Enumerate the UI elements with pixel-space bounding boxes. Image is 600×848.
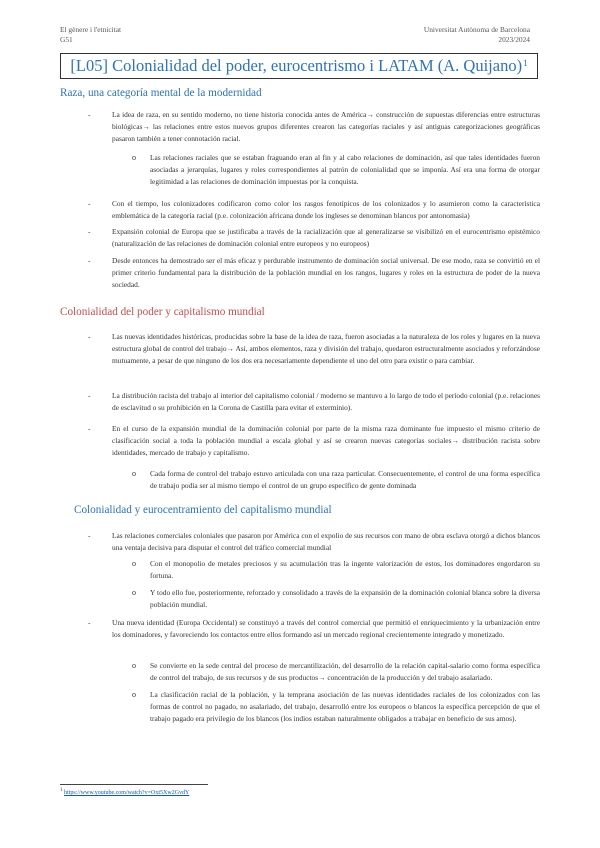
paragraph: La distribución racista del trabajo al interior del capitalismo colonial / moderno se mantuvo a lo largo de todo el período colonial (p.e. relaciones de esclavitud o su prohibición en la Corona de Castilla para evitar el exterminio). bbox=[112, 391, 540, 412]
paragraph: Las nuevas identidades históricas, producidas sobre la base de la idea de raza, fueron asociadas a la naturaleza de los roles y lugares en la nueva estructura global de control del trabajo→ Así, ambos elementos, raza y división del trabajo, quedaron estructuralmente asociados y reforzándose mutuamente, a pesar de que ninguno de los dos era necesariamente dependiente el uno del otro para existir o para cambiar. bbox=[112, 332, 540, 365]
footnote-number: 1 bbox=[60, 788, 63, 793]
paragraph: Cada forma de control del trabajo estuvo articulada con una raza particular. Consecuentemente, el control de una forma específica de trabajo podía ser al mismo tiempo el control de un grupo específico de gente dominada bbox=[150, 469, 540, 490]
section-heading-eurocentramiento: Colonialidad y eurocentramiento del capitalismo mundial bbox=[74, 504, 332, 516]
page-title bbox=[60, 53, 538, 79]
footnote bbox=[60, 788, 189, 796]
page-title-text: [L05] Colonialidad del poder, eurocentrismo i LATAM (A. Quijano) bbox=[70, 56, 523, 75]
section-heading-raza: Raza, una categoría mental de la modernidad bbox=[60, 87, 262, 99]
university-name: Universitat Autònoma de Barcelona bbox=[423, 25, 530, 34]
page-header-right bbox=[424, 25, 530, 45]
dash-bullet: - bbox=[88, 199, 91, 208]
paragraph: Se convierte en la sede central del proceso de mercantilización, del desarrollo de la relación capital-salario como forma específica de control del trabajo, de sus recursos y de sus productos→ concentración de la producción y del trabajo asalariado. bbox=[150, 661, 540, 682]
section-heading-colonialidad-poder: Colonialidad del poder y capitalismo mundial bbox=[60, 306, 265, 318]
academic-year: 2023/2024 bbox=[498, 35, 530, 44]
paragraph: Las relaciones comerciales coloniales que pasaron por América con el expolio de sus recursos con mano de obra esclava otorgó a dichos blancos una ventaja decisiva para disputar el control del tráfico comercial mundial bbox=[112, 531, 540, 552]
dash-bullet: - bbox=[88, 531, 91, 540]
dash-bullet: - bbox=[88, 110, 91, 119]
paragraph: Las relaciones raciales que se estaban fraguando eran al fin y al cabo relaciones de dominación, así que tales identidades fueron asociadas a jerarquías, lugares y roles correspondientes al patrón de colonialidad que se imponía. Así era una forma de otorgar legitimidad a las relaciones de dominación impuestas por la conquista. bbox=[150, 153, 540, 186]
course-name: El gènere i l'etnicitat bbox=[60, 25, 122, 34]
circle-bullet: o bbox=[132, 469, 136, 478]
circle-bullet: o bbox=[132, 588, 136, 597]
footnote-ref[interactable]: 1 bbox=[523, 58, 528, 68]
dash-bullet: - bbox=[88, 424, 91, 433]
dash-bullet: - bbox=[88, 227, 91, 236]
dash-bullet: - bbox=[88, 391, 91, 400]
page-header-left bbox=[60, 25, 121, 45]
paragraph: Con el monopolio de metales preciosos y su acumulación tras la ingente valorización de estos, los dominadores engordaron su fortuna. bbox=[150, 559, 540, 580]
paragraph: La idea de raza, en su sentido moderno, no tiene historia conocida antes de América→ construcción de supuestas diferencias entre estructuras biológicas→ las relaciones entre estos nuevos grupos diferentes crearon las categorías raciales y así antiguas categorizaciones geográficas pasaron también a tener connotación racial. bbox=[112, 110, 540, 143]
circle-bullet: o bbox=[132, 690, 136, 699]
paragraph: La clasificación racial de la población, y la temprana asociación de las nuevas identidades raciales de los colonizados con las formas de control no pagado, no asalariado, del trabajo, desarrolló entre los europeos o blancos la específica percepción de que el trabajo pagado era privilegio de los blancos (los indios estaban naturalmente obligados a trabajar en beneficio de sus amos). bbox=[150, 690, 540, 723]
paragraph: Una nueva identidad (Europa Occidental) se constituyó a través del control comercial que permitió el enriquecimiento y la urbanización entre los dominadores, y favoreciendo los contactos entre ellos formando así un mercado regional crecientemente integrado y monetizado. bbox=[112, 618, 540, 639]
circle-bullet: o bbox=[132, 153, 136, 162]
dash-bullet: - bbox=[88, 618, 91, 627]
footnote-link[interactable]: https://www.youtube.com/watch?v=Oxt5Xw2GvdY bbox=[64, 790, 190, 796]
group-code: G51 bbox=[60, 35, 73, 44]
circle-bullet: o bbox=[132, 559, 136, 568]
dash-bullet: - bbox=[88, 332, 91, 341]
footnote-divider bbox=[60, 784, 208, 785]
dash-bullet: - bbox=[88, 256, 91, 265]
paragraph: Expansión colonial de Europa que se justificaba a través de la racialización que al generalizarse se visibilizó en el eurocentrismo epistémico (naturalización de las relaciones de dominación colonial entre europeos y no europeos) bbox=[112, 227, 540, 248]
paragraph: Y todo ello fue, posteriormente, reforzado y consolidado a través de la expansión de la dominación colonial blanca sobre la diversa población mundial. bbox=[150, 588, 540, 609]
circle-bullet: o bbox=[132, 661, 136, 670]
paragraph: En el curso de la expansión mundial de la dominación colonial por parte de la misma raza dominante fue impuesto el mismo criterio de clasificación social a toda la población mundial a escala global y así se crearon nuevas categorías sociales→ distribución racista sobre identidades, mercado de trabajo y capitalismo. bbox=[112, 424, 540, 457]
paragraph: Desde entonces ha demostrado ser el más eficaz y perdurable instrumento de dominación social universal. De ese modo, raza se convirtió en el primer criterio fundamental para la distribución de la población mundial en los rangos, lugares y roles en la estructura de poder de la nueva sociedad. bbox=[112, 256, 540, 289]
paragraph: Con el tiempo, los colonizadores codificaron como color los rasgos fenotípicos de los colonizados y lo asumieron como la característica emblemática de la categoría racial (p.e. colonización africana donde los ingleses se denominan blancos por antonomasia) bbox=[112, 199, 540, 220]
